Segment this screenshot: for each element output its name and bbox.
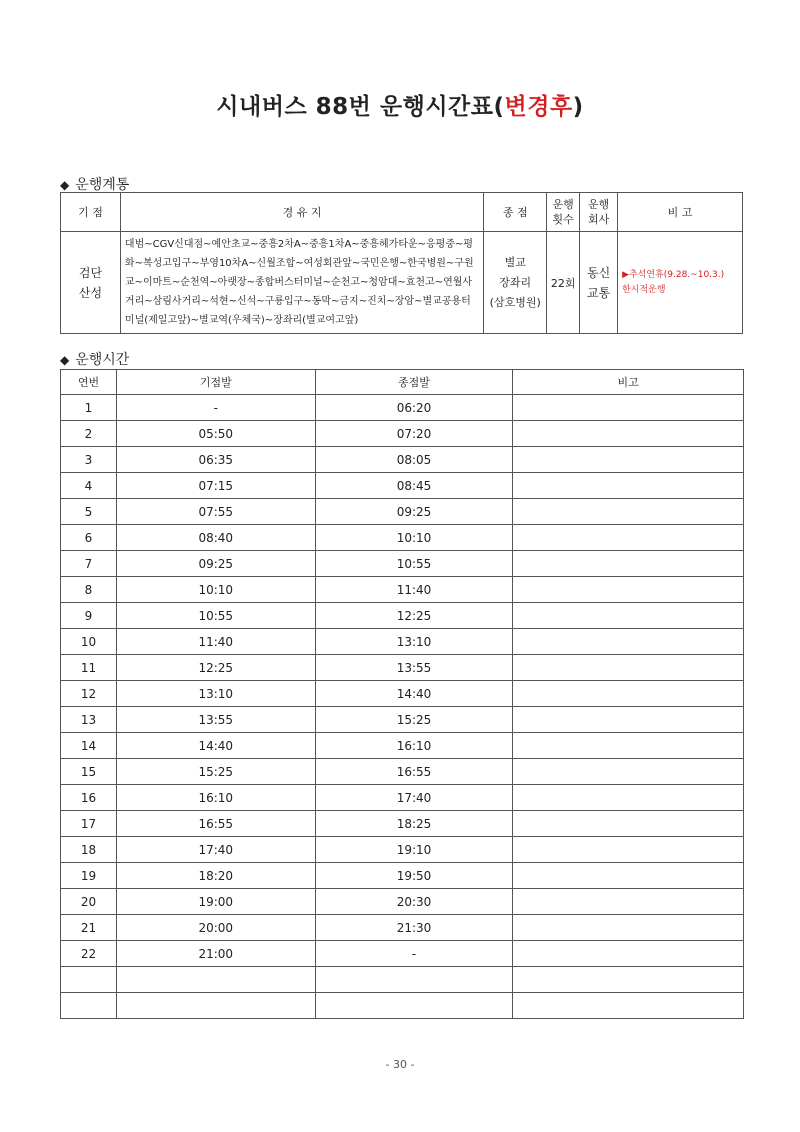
- row-note-cell: [513, 629, 744, 655]
- dest-dep-cell: 12:25: [315, 603, 513, 629]
- origin-dep-cell: -: [116, 395, 315, 421]
- row-no-cell: 3: [61, 447, 117, 473]
- origin-dep-cell: 06:35: [116, 447, 315, 473]
- row-no-cell: 10: [61, 629, 117, 655]
- header-dest: 종 점: [484, 193, 547, 232]
- title-paren-close: ): [572, 94, 584, 120]
- row-note-cell: [513, 759, 744, 785]
- dest-dep-cell: 10:55: [315, 551, 513, 577]
- origin-dep-cell: [116, 993, 315, 1019]
- dest-dep-cell: 13:10: [315, 629, 513, 655]
- route-row: [61, 232, 743, 334]
- dest-dep-cell: -: [315, 941, 513, 967]
- row-no-cell: 17: [61, 811, 117, 837]
- row-no-cell: 11: [61, 655, 117, 681]
- row-no-cell: 5: [61, 499, 117, 525]
- origin-cell: 검단 산성: [61, 232, 121, 334]
- header-company: 운행 회사: [580, 193, 618, 232]
- schedule-heading-text: 운행시간: [75, 352, 130, 368]
- page-title: [0, 88, 800, 121]
- row-no-cell: 12: [61, 681, 117, 707]
- table-row: [61, 655, 744, 681]
- dest-dep-cell: 18:25: [315, 811, 513, 837]
- route-section-heading: [60, 174, 129, 194]
- row-note-cell: [513, 551, 744, 577]
- table-row: [61, 681, 744, 707]
- table-row: [61, 551, 744, 577]
- row-note-cell: [513, 603, 744, 629]
- header-count: 운행 횟수: [547, 193, 580, 232]
- dest-dep-cell: 13:55: [315, 655, 513, 681]
- row-no-cell: 13: [61, 707, 117, 733]
- header-origin: 기 점: [61, 193, 121, 232]
- header-via: 경 유 지: [120, 193, 483, 232]
- row-note-cell: [513, 785, 744, 811]
- dest-dep-cell: [315, 993, 513, 1019]
- dest-dep-cell: 19:50: [315, 863, 513, 889]
- dest-dep-cell: 10:10: [315, 525, 513, 551]
- row-note-cell: [513, 421, 744, 447]
- origin-dep-cell: 19:00: [116, 889, 315, 915]
- title-highlight: 변경후: [504, 94, 573, 120]
- row-note-cell: [513, 967, 744, 993]
- row-note-cell: [513, 525, 744, 551]
- table-row: [61, 447, 744, 473]
- origin-dep-cell: [116, 967, 315, 993]
- row-note-cell: [513, 707, 744, 733]
- table-row: [61, 707, 744, 733]
- row-note-cell: [513, 473, 744, 499]
- row-note-cell: [513, 395, 744, 421]
- schedule-header-row: [61, 370, 744, 395]
- origin-dep-cell: 10:55: [116, 603, 315, 629]
- dest-dep-cell: [315, 967, 513, 993]
- origin-dep-cell: 14:40: [116, 733, 315, 759]
- header-dest-dep: 종점발: [315, 370, 513, 395]
- diamond-bullet-icon: ◆: [60, 178, 70, 192]
- table-row: [61, 863, 744, 889]
- table-row: [61, 967, 744, 993]
- row-no-cell: 18: [61, 837, 117, 863]
- row-no-cell: 2: [61, 421, 117, 447]
- row-note-cell: [513, 889, 744, 915]
- origin-dep-cell: 07:15: [116, 473, 315, 499]
- origin-dep-cell: 13:10: [116, 681, 315, 707]
- note-cell: ▶추석연휴(9.28.~10.3.) 한시적운행: [618, 232, 743, 334]
- origin-dep-cell: 07:55: [116, 499, 315, 525]
- table-row: [61, 941, 744, 967]
- origin-dep-cell: 08:40: [116, 525, 315, 551]
- table-row: [61, 811, 744, 837]
- diamond-bullet-icon: ◆: [60, 353, 70, 367]
- dest-dep-cell: 20:30: [315, 889, 513, 915]
- row-note-cell: [513, 681, 744, 707]
- dest-dep-cell: 16:10: [315, 733, 513, 759]
- origin-dep-cell: 15:25: [116, 759, 315, 785]
- table-row: [61, 733, 744, 759]
- row-no-cell: 15: [61, 759, 117, 785]
- row-note-cell: [513, 993, 744, 1019]
- row-no-cell: 19: [61, 863, 117, 889]
- table-row: [61, 759, 744, 785]
- origin-dep-cell: 18:20: [116, 863, 315, 889]
- row-no-cell: 21: [61, 915, 117, 941]
- row-note-cell: [513, 941, 744, 967]
- row-note-cell: [513, 499, 744, 525]
- row-note-cell: [513, 447, 744, 473]
- dest-dep-cell: 11:40: [315, 577, 513, 603]
- row-no-cell: 20: [61, 889, 117, 915]
- origin-dep-cell: 05:50: [116, 421, 315, 447]
- origin-dep-cell: 17:40: [116, 837, 315, 863]
- table-row: [61, 629, 744, 655]
- row-no-cell: 6: [61, 525, 117, 551]
- origin-dep-cell: 11:40: [116, 629, 315, 655]
- dest-dep-cell: 21:30: [315, 915, 513, 941]
- table-row: [61, 525, 744, 551]
- row-no-cell: [61, 993, 117, 1019]
- origin-dep-cell: 21:00: [116, 941, 315, 967]
- row-no-cell: 22: [61, 941, 117, 967]
- dest-dep-cell: 08:45: [315, 473, 513, 499]
- dest-dep-cell: 16:55: [315, 759, 513, 785]
- header-note: 비 고: [618, 193, 743, 232]
- row-no-cell: 9: [61, 603, 117, 629]
- origin-dep-cell: 16:55: [116, 811, 315, 837]
- row-no-cell: [61, 967, 117, 993]
- row-note-cell: [513, 863, 744, 889]
- dest-dep-cell: 07:20: [315, 421, 513, 447]
- count-cell: 22회: [547, 232, 580, 334]
- dest-dep-cell: 09:25: [315, 499, 513, 525]
- header-no: 연번: [61, 370, 117, 395]
- table-row: [61, 421, 744, 447]
- page-number: - 30 -: [385, 1058, 415, 1071]
- table-row: [61, 889, 744, 915]
- origin-dep-cell: 16:10: [116, 785, 315, 811]
- table-row: [61, 837, 744, 863]
- header-note: 비고: [513, 370, 744, 395]
- dest-dep-cell: 14:40: [315, 681, 513, 707]
- dest-dep-cell: 19:10: [315, 837, 513, 863]
- dest-dep-cell: 08:05: [315, 447, 513, 473]
- row-note-cell: [513, 655, 744, 681]
- row-no-cell: 4: [61, 473, 117, 499]
- row-note-cell: [513, 733, 744, 759]
- table-row: [61, 577, 744, 603]
- row-note-cell: [513, 811, 744, 837]
- row-no-cell: 14: [61, 733, 117, 759]
- origin-dep-cell: 10:10: [116, 577, 315, 603]
- title-text: 시내버스 88번 운행시간표: [216, 94, 494, 120]
- table-row: [61, 785, 744, 811]
- schedule-section-heading: [60, 349, 129, 369]
- row-no-cell: 16: [61, 785, 117, 811]
- row-note-cell: [513, 577, 744, 603]
- dest-dep-cell: 17:40: [315, 785, 513, 811]
- table-row: [61, 395, 744, 421]
- route-table: [60, 192, 743, 334]
- origin-dep-cell: 12:25: [116, 655, 315, 681]
- row-no-cell: 8: [61, 577, 117, 603]
- row-note-cell: [513, 837, 744, 863]
- table-row: [61, 499, 744, 525]
- origin-dep-cell: 20:00: [116, 915, 315, 941]
- dest-dep-cell: 15:25: [315, 707, 513, 733]
- table-row: [61, 473, 744, 499]
- title-paren-open: (: [493, 94, 505, 120]
- row-no-cell: 1: [61, 395, 117, 421]
- route-header-row: [61, 193, 743, 232]
- table-row: [61, 915, 744, 941]
- table-row: [61, 993, 744, 1019]
- origin-dep-cell: 13:55: [116, 707, 315, 733]
- header-origin-dep: 기점발: [116, 370, 315, 395]
- route-heading-text: 운행계통: [75, 177, 130, 193]
- row-note-cell: [513, 915, 744, 941]
- via-cell: 대범~CGV신대점~예안초교~중흥2차A~중흥1차A~중흥헤가타운~응평중~평화~복성고입구~부영10차A~신월조합~여성회관앞~국민은행~한국병원~구원교~이마트~순천역~아랫장~종합버스터미널~순천고~청암대~효천고~연월사거리~삼림사거리~석현~신석~구룡입구~동막~금지~진치~장암~별교공용터미널(제일고앞)~별교역(우체국)~장좌리(별교여고앞): [120, 232, 483, 334]
- dest-dep-cell: 06:20: [315, 395, 513, 421]
- dest-cell: 별교 장좌리 (삼호병원): [484, 232, 547, 334]
- origin-dep-cell: 09:25: [116, 551, 315, 577]
- schedule-table: [60, 369, 744, 1019]
- row-no-cell: 7: [61, 551, 117, 577]
- table-row: [61, 603, 744, 629]
- company-cell: 동신 교통: [580, 232, 618, 334]
